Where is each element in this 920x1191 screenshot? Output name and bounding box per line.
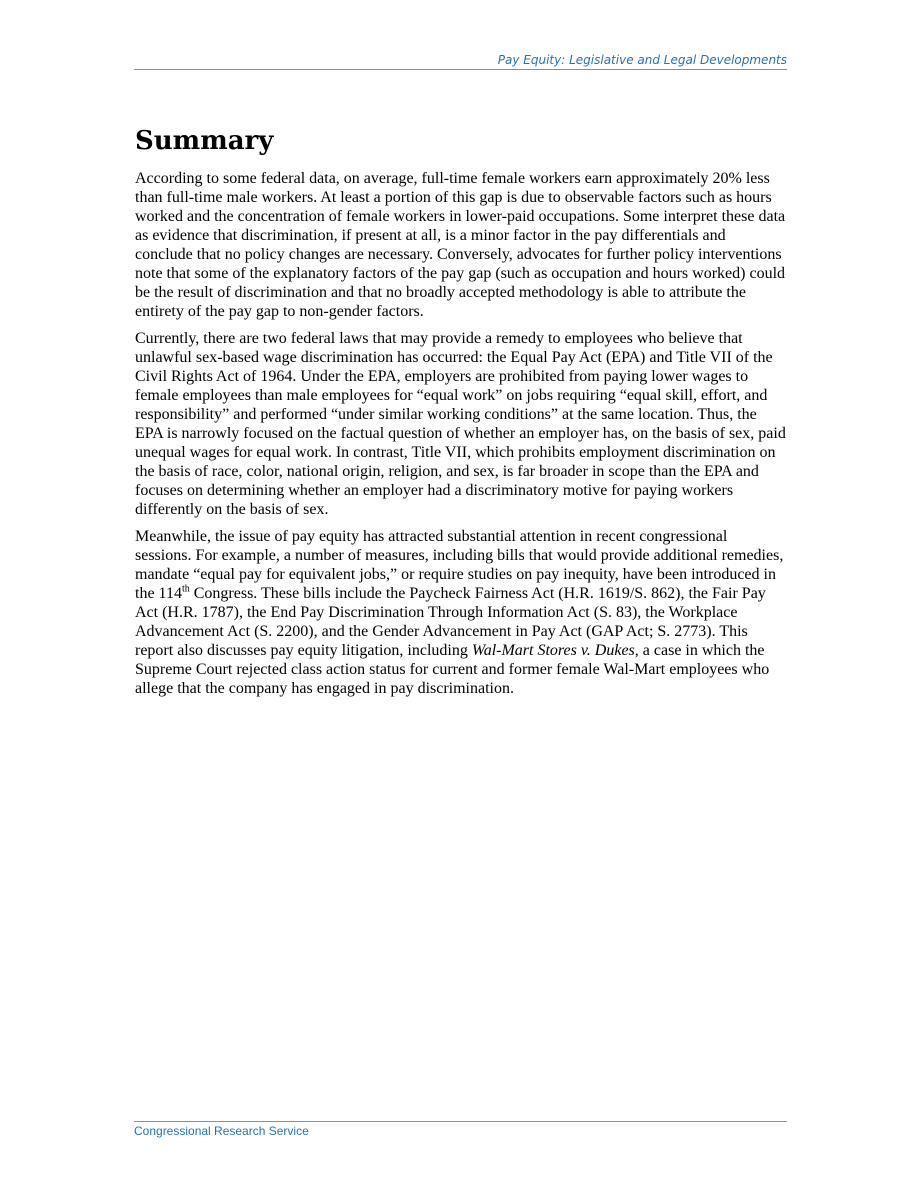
case-name: Wal-Mart Stores v. Dukes xyxy=(471,642,635,659)
paragraph-text: Congress. These bills include the Paycheck Fairness Act (H.R. 1619/S. 862), the Fair Pay Act (H.R. 1787), the End Pay Discrimination Through Information Act (S. 83), the Workplace Advancement Act (S. 2200), and the Gender Advancement in Pay Act (GAP Act; S. 2773). This report also discusses pay equity litigation, including xyxy=(135,585,766,659)
page-footer: Congressional Research Service xyxy=(134,1121,787,1138)
summary-section xyxy=(135,124,787,706)
running-header: Pay Equity: Legislative and Legal Developments xyxy=(134,53,787,70)
section-title: Summary xyxy=(135,126,274,156)
paragraph-text: , a case in which the Supreme Court rejected class action status for current and former female Wal-Mart employees who allege that the company has engaged in pay discrimination. xyxy=(135,642,770,697)
paragraph-text: Meanwhile, the issue of pay equity has attracted substantial attention in recent congressional sessions. For example, a number of measures, including bills that would provide additional remedies, mandate “equal pay for equivalent jobs,” or require studies on pay inequity, have been introduced in the 114 xyxy=(135,528,784,602)
paragraph-pay-gap: According to some federal data, on average, full-time female workers earn approximately 20% less than full-time male workers. At least a portion of this gap is due to observable factors such as hours worked and the concentration of female workers in lower-paid occupations. Some interpret these data as evidence that discrimination, if present at all, is a minor factor in the pay differentials and conclude that no policy changes are necessary. Conversely, advocates for further policy interventions note that some of the explanatory factors of the pay gap (such as occupation and hours worked) could be the result of discrimination and that no broadly accepted methodology is able to attribute the entirety of the pay gap to non-gender factors. xyxy=(135,170,786,320)
paragraph-federal-laws: Currently, there are two federal laws that may provide a remedy to employees who believe that unlawful sex-based wage discrimination has occurred: the Equal Pay Act (EPA) and Title VII of the Civil Rights Act of 1964. Under the EPA, employers are prohibited from paying lower wages to female employees than male employees for “equal work” on jobs requiring “equal skill, effort, and responsibility” and performed “under similar working conditions” at the same location. Thus, the EPA is narrowly focused on the factual question of whether an employer has, on the basis of sex, paid unequal wages for equal work. In contrast, Title VII, which prohibits employment discrimination on the basis of race, color, national origin, religion, and sex, is far broader in scope than the EPA and focuses on determining whether an employer had a discriminatory motive for paying workers differently on the basis of sex. xyxy=(135,330,786,518)
ordinal-suffix: th xyxy=(181,583,190,595)
paragraph-legislation xyxy=(135,527,787,698)
